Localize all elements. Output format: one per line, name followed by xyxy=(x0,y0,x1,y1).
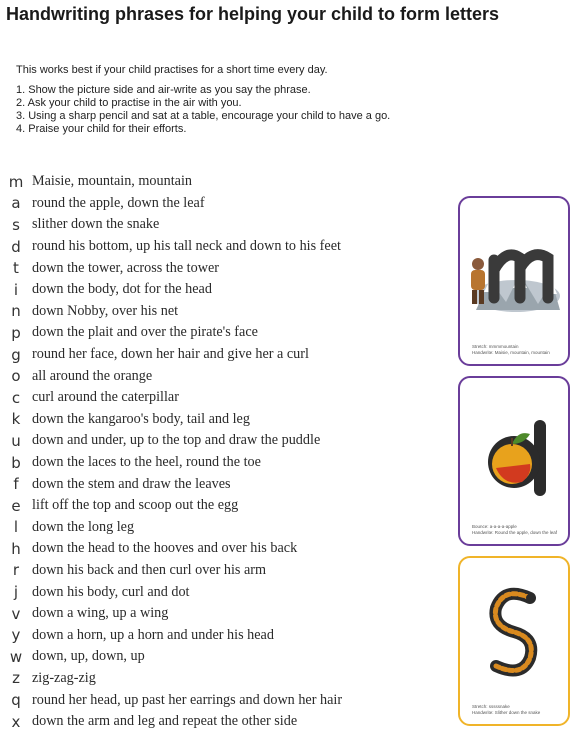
phrase-letter: z xyxy=(12,669,20,688)
phrase-row xyxy=(4,193,342,215)
phrase-row xyxy=(4,301,342,323)
letter-card-m xyxy=(458,196,570,366)
phrase-text: down the long leg xyxy=(32,518,135,535)
phrase-text: down the kangaroo's body, tail and leg xyxy=(32,410,250,427)
phrase-letter: o xyxy=(11,367,21,386)
phrase-row xyxy=(4,517,342,539)
phrase-letter: p xyxy=(11,323,21,342)
phrase-text: Maisie, mountain, mountain xyxy=(32,173,192,190)
phrase-text: lift off the top and scoop out the egg xyxy=(32,497,239,514)
phrase-letter: d xyxy=(11,237,21,256)
phrase-row xyxy=(4,430,342,452)
phrase-row xyxy=(4,236,342,258)
phrase-letter: k xyxy=(11,410,21,429)
phrase-row xyxy=(4,560,342,582)
phrase-text: all around the orange xyxy=(32,367,153,384)
phrase-letter: i xyxy=(13,280,19,299)
phrase-letter: q xyxy=(11,691,21,710)
phrase-list xyxy=(4,171,342,732)
phrase-letter: b xyxy=(11,453,21,472)
phrase-letter: l xyxy=(13,518,19,537)
snake-illustration xyxy=(460,558,568,724)
phrase-row xyxy=(4,365,342,387)
phrase-row xyxy=(4,214,342,236)
step-item: 2. Ask your child to practise in the air with you. xyxy=(16,97,242,109)
phrase-text: down a horn, up a horn and under his head xyxy=(32,626,274,643)
phrase-text: round her head, up past her earrings and down her hair xyxy=(32,691,343,708)
phrase-letter: h xyxy=(11,539,21,558)
phrase-text: down the plait and over the pirate's face xyxy=(32,324,258,341)
phrase-text: round her face, down her hair and give her a curl xyxy=(32,346,309,363)
phrase-text: round his bottom, up his tall neck and down to his feet xyxy=(32,238,341,255)
phrase-text: down the laces to the heel, round the toe xyxy=(32,454,261,471)
phrase-text: down the stem and draw the leaves xyxy=(32,475,231,492)
phrase-letter: u xyxy=(11,431,21,450)
phrase-letter: y xyxy=(11,626,21,645)
phrase-letter: f xyxy=(13,475,19,494)
instruction-steps xyxy=(16,84,390,136)
phrase-letter: x xyxy=(11,712,21,731)
phrase-text: down, up, down, up xyxy=(32,648,145,665)
phrase-row xyxy=(4,409,342,431)
phrase-letter: j xyxy=(13,583,19,602)
phrase-letter: e xyxy=(11,496,21,515)
phrase-row xyxy=(4,344,342,366)
phrase-letter: w xyxy=(9,647,23,666)
card-caption: Stretch: mmmmountain Handwrite: Maisie, mountain, mountain xyxy=(472,344,550,355)
step-item: 1. Show the picture side and air-write as you say the phrase. xyxy=(16,84,311,96)
phrase-text: down his body, curl and dot xyxy=(32,583,190,600)
phrase-text: down and under, up to the top and draw the puddle xyxy=(32,432,321,449)
phrase-row xyxy=(4,581,342,603)
phrase-row xyxy=(4,279,342,301)
phrase-letter: m xyxy=(8,172,24,191)
phrase-text: down a wing, up a wing xyxy=(32,605,169,622)
phrase-letter: a xyxy=(11,194,21,213)
card-caption: Stretch: sssssnake Handwrite: Slither down the snake xyxy=(472,704,541,715)
phrase-letter: r xyxy=(12,561,20,580)
phrase-letter: v xyxy=(11,604,21,623)
step-item: 3. Using a sharp pencil and sat at a table, encourage your child to have a go. xyxy=(16,110,391,122)
card-caption: Bounce: a-a-a-a-apple Handwrite: Round the apple, down the leaf xyxy=(472,524,558,535)
phrase-row xyxy=(4,668,342,690)
phrase-letter: n xyxy=(11,302,21,321)
phrase-text: curl around the caterpillar xyxy=(32,389,179,406)
mountain-illustration xyxy=(460,198,568,364)
phrase-letter: c xyxy=(11,388,21,407)
phrase-row xyxy=(4,322,342,344)
phrase-row xyxy=(4,171,342,193)
phrase-text: down the head to the hooves and over his back xyxy=(32,540,298,557)
phrase-text: round the apple, down the leaf xyxy=(32,194,205,211)
step-item: 4. Praise your child for their efforts. xyxy=(16,123,187,135)
phrase-row xyxy=(4,646,342,668)
phrase-row xyxy=(4,689,342,711)
phrase-text: down Nobby, over his net xyxy=(32,302,179,319)
phrase-row xyxy=(4,452,342,474)
phrase-text: down the arm and leg and repeat the other side xyxy=(32,713,298,730)
phrase-text: down the body, dot for the head xyxy=(32,281,212,298)
apple-illustration xyxy=(460,378,568,544)
phrase-row xyxy=(4,624,342,646)
letter-card-a xyxy=(458,376,570,546)
phrase-row xyxy=(4,387,342,409)
phrase-letter: t xyxy=(13,259,19,278)
phrase-text: zig-zag-zig xyxy=(32,669,96,686)
phrase-text: down the tower, across the tower xyxy=(32,259,219,276)
phrase-row xyxy=(4,711,342,733)
phrase-row xyxy=(4,495,342,517)
intro-text: This works best if your child practises for a short time every day. xyxy=(16,64,328,76)
phrase-text: down his back and then curl over his arm xyxy=(32,561,267,578)
phrase-row xyxy=(4,603,342,625)
phrase-letter: g xyxy=(11,345,21,364)
phrase-text: slither down the snake xyxy=(32,216,160,233)
phrase-row xyxy=(4,538,342,560)
phrase-letter: s xyxy=(12,215,20,234)
phrase-row xyxy=(4,473,342,495)
page-title: Handwriting phrases for helping your child to form letters xyxy=(6,4,500,24)
phrase-row xyxy=(4,257,342,279)
letter-card-s xyxy=(458,556,570,726)
